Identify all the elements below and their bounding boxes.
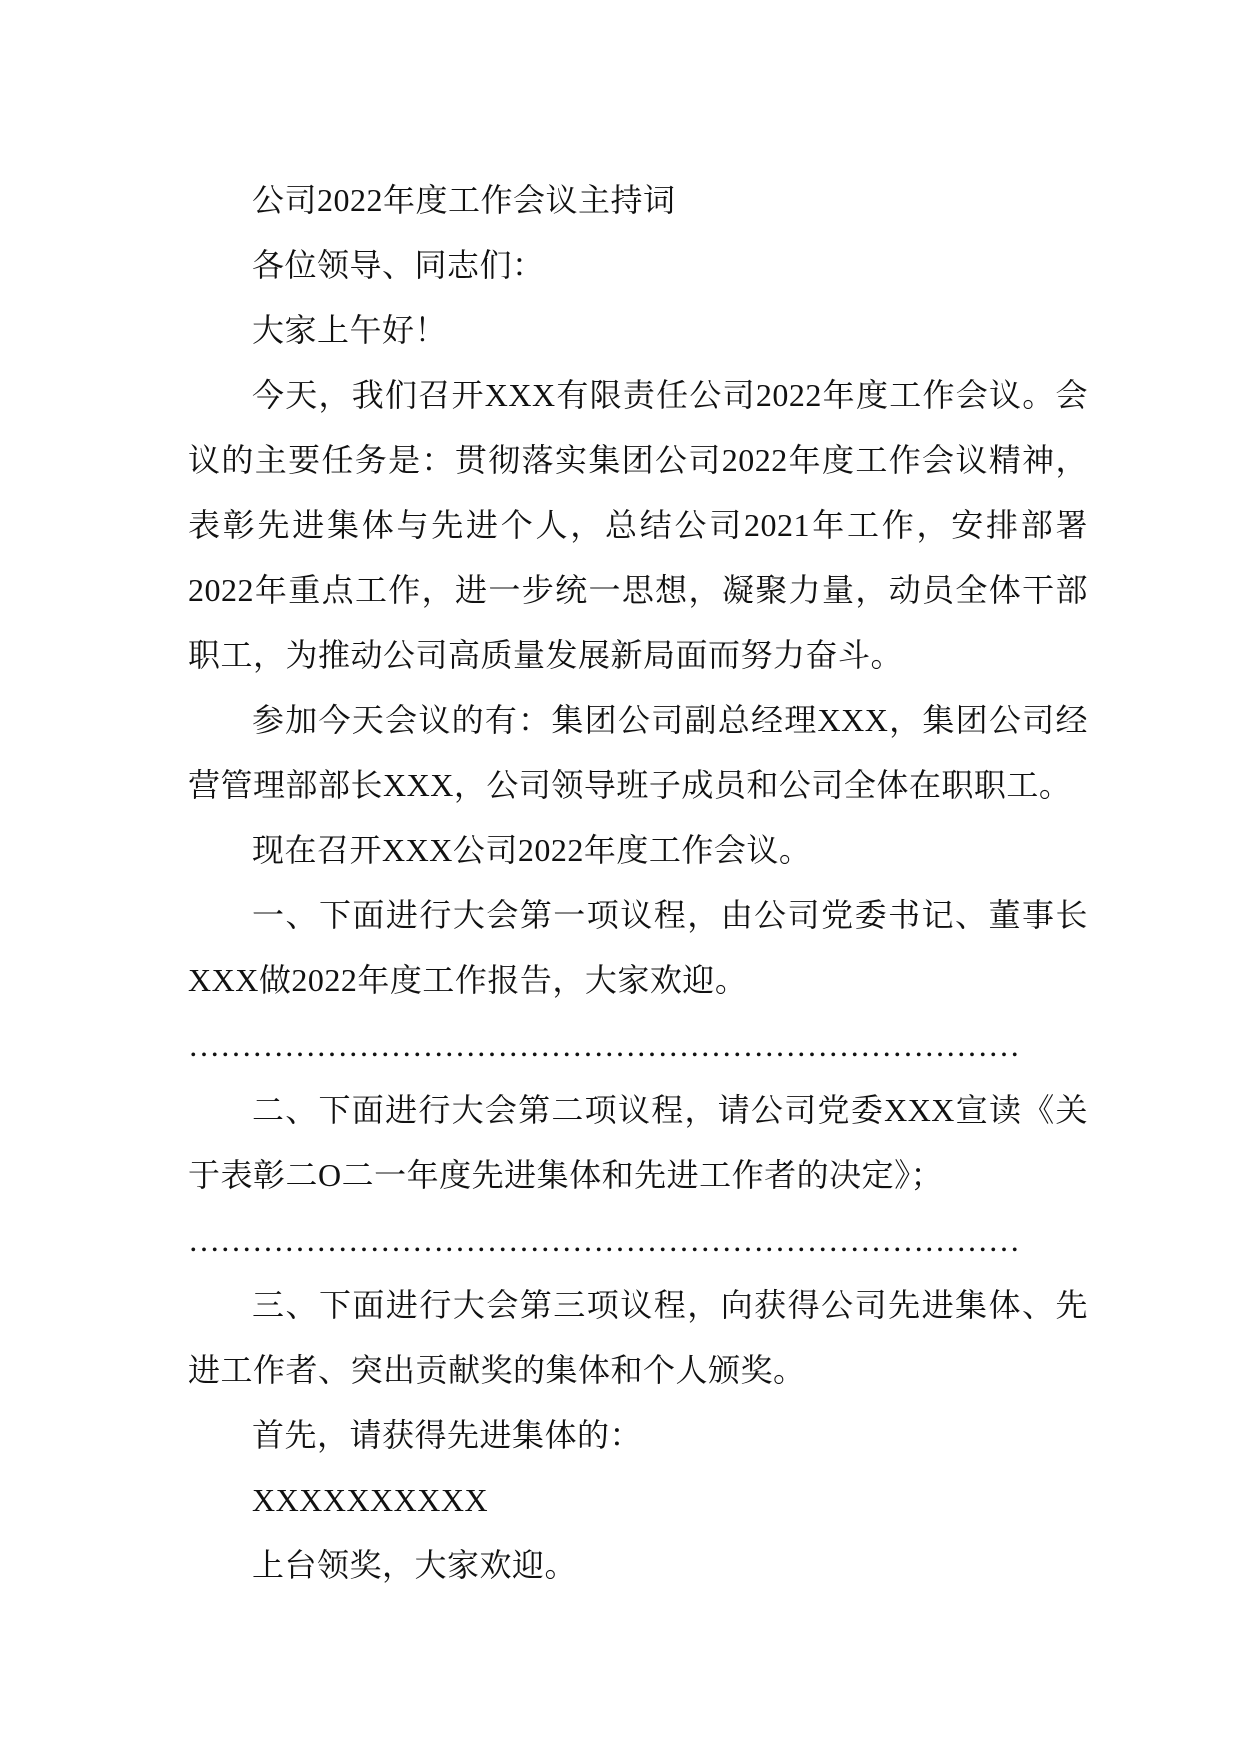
award-closing: 上台领奖，大家欢迎。 (252, 1547, 578, 1583)
ellipsis-line-1: …………………………………………………………………… (188, 1027, 1020, 1063)
award-intro: 首先，请获得先进集体的： (252, 1417, 643, 1453)
paragraph-attendees: 参加今天会议的有：集团公司副总经理XXX，集团公司经营管理部部长XXX，公司领导班子成员和公司全体在职职工。 (188, 702, 1088, 803)
paragraph-intro: 今天，我们召开XXX有限责任公司2022年度工作会议。会议的主要任务是：贯彻落实集团公司2022年度工作会议精神，表彰先进集体与先进个人，总结公司2021年工作，安排部署2022年重点工作，进一步统一思想，凝聚力量，动员全体干部职工，为推动公司高质量发展新局面而努力奋斗。 (188, 377, 1088, 673)
agenda-item-3: 三、下面进行大会第三项议程，向获得公司先进集体、先进工作者、突出贡献奖的集体和个人颁奖。 (188, 1287, 1088, 1388)
award-names: XXXXXXXXXX (252, 1482, 489, 1518)
agenda-item-1: 一、下面进行大会第一项议程，由公司党委书记、董事长XXX做2022年度工作报告，大家欢迎。 (188, 897, 1088, 998)
salutation: 各位领导、同志们： (252, 247, 545, 283)
agenda-item-2: 二、下面进行大会第二项议程，请公司党委XXX宣读《关于表彰二O二一年度先进集体和先进工作者的决定》； (188, 1092, 1088, 1193)
ellipsis-line-2: …………………………………………………………………… (188, 1222, 1020, 1258)
greeting: 大家上午好！ (252, 312, 448, 348)
document-body (188, 168, 1088, 1598)
paragraph-open-meeting: 现在召开XXX公司2022年度工作会议。 (252, 832, 812, 868)
document-title: 公司2022年度工作会议主持词 (252, 182, 676, 218)
